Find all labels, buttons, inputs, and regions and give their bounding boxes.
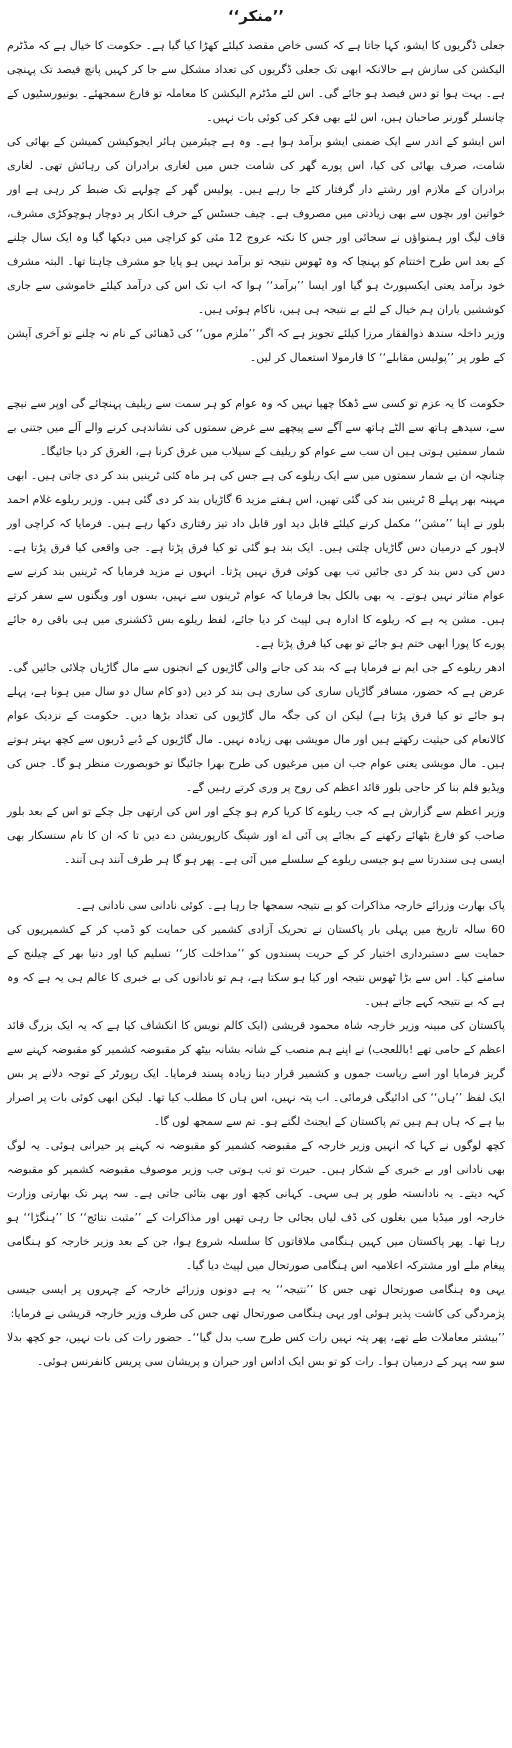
- column-title: ’’منکر‘‘: [227, 7, 285, 25]
- paragraph: جعلی ڈگریوں کا ایشو، کہا جاتا ہے کہ کسی خاص مقصد کیلئے کھڑا کیا گیا ہے۔ حکومت کا خیال ہے کہ مڈٹرم الیکشن کی سازش ہے حالانکہ ابھی تک جعلی ڈگریوں کی تعداد مشکل سے جا کر کہیں پانچ فیصد تک پہنچی ہے۔ بہت ہوا تو دس فیصد ہو جائے گی۔ اس لئے مڈٹرم الیکشن کا معاملہ تو فارغ سمجھئے۔ یونیورسٹیوں کے چانسلر گورنر صاحبان ہیں، اس لئے بھی فکر کی کوئی بات نہیں۔: [7, 39, 505, 124]
- section-3: [7, 894, 505, 1374]
- paragraph: کچھ لوگوں نے کہا کہ انہیں وزیر خارجہ کے مقبوضہ کشمیر کو مقبوضہ نہ کہنے پر حیرانی ہوئی۔ یہ لوگ بھی نادانی اور بے خبری کے شکار ہیں۔ حیرت تو تب ہوتی جب وزیر موصوف مقبوضہ کشمیر کو مقبوضہ کہہ دیتے۔ یہ نادانستہ طور پر ہی سہی۔ کہانی کچھ اور بھی بتائی جاتی ہے۔ سہ پہر تک بھارتی وزارت خارجہ اور میڈیا میں بغلوں کی ڈف لیاں بجائی جا رہی تھیں اور مذاکرات کے ’’مثبت نتائج‘‘ کا ’’ہنگڑا‘‘ ہو رہا تھا۔ پھر پاکستان میں کہیں ہنگامی ملاقاتوں کا سلسلہ شروع ہوا، جن کے بعد وزیر خارجہ کو ہنگامی پیغام ملے اور مشترکہ اعلامیہ اس ہنگامی صورتحال میں لپیٹ دیا گیا۔: [7, 1139, 505, 1272]
- paragraph: پاک بھارت وزرائے خارجہ مذاکرات کو بے نتیجہ سمجھا جا رہا ہے۔ کوئی نادانی سی نادانی ہے۔: [75, 899, 505, 912]
- paragraph: چنانچہ ان بے شمار سمتوں میں سے ایک ریلوے کی ہے جس کی ہر ماہ کئی ٹرینیں بند کر دی جاتی ہیں۔ ابھی مہینہ بھر پہلے 8 ٹرینیں بند کی گئی تھیں، اس ہفتے مزید 6 گاڑیاں بند کر دی گئی ہیں۔ وزیر ریلوے غلام احمد بلور نے اپنا ’’مشن‘‘ مکمل کرنے کیلئے قابل دید اور قابل داد تیز رفتاری دکھا رہے ہیں۔ فرمایا کہ کراچی اور لاہور کے درمیان دس گاڑیاں چلتی ہیں۔ ایک بند ہو گئی تو کیا فرق پڑتا ہے۔ جی واقعی کیا فرق پڑتا ہے۔ دس کی دس بند کر دی جائیں تب بھی کوئی فرق نہیں پڑتا۔ انہوں نے مزید فرمایا کہ ٹرینیں بند کرنے سے عوام متاثر نہیں ہوتے۔ یہ بھی بالکل بجا فرمایا کہ عوام ٹرینوں سے نہیں، بسوں اور ویگنوں سے سفر کرتے ہیں۔ مشن یہ ہے کہ ریلوے کا ادارہ ہی لپیٹ کر دیا جائے، لفظ ریلوے بس ڈکشنری میں ہی باقی رہ جائے پورے کا پورا ابھی ختم ہو جائے تو بھی کیا فرق پڑتا ہے۔: [7, 469, 505, 650]
- paragraph: وزیر اعظم سے گزارش ہے کہ جب ریلوے کا کریا کرم ہو چکے اور اس کی ارتھی جل چکے تو اس کے بعد بلور صاحب کو فارغ بٹھائے رکھنے کے بجائے پی آئی اے اور شپنگ کارپوریشن دے دیں تا کہ ان کا نام سنسکار بھی ایسی ہی سندرتا سے ہو جیسی ریلوے کے سلسلے میں آئی ہے۔ پھر ہو گا ہر طرف آنند ہی آنند۔: [7, 805, 505, 866]
- section-divider: [7, 872, 505, 894]
- section-2: [7, 392, 505, 872]
- paragraph: حکومت کا یہ عزم تو کسی سے ڈھکا چھپا نہیں کہ وہ عوام کو ہر سمت سے ریلیف پہنچائے گی اوپر سے نیچے سے، سیدھے ہاتھ سے الٹے ہاتھ سے آگے سے پیچھے سے غرض سمتوں کی نشاندہی کرنے والے آلے میں جتنی بے شمار سمتیں ہوتی ہیں ان سب سے عوام کو ریلیف کے سیلاب میں غرق کرنا ہے، الغرق کر دیا جائیگا۔: [7, 397, 505, 458]
- paragraph: ’’بیشتر معاملات طے تھے، پھر پتہ نہیں رات کس طرح سب بدل گیا‘‘۔ حضور رات کی بات نہیں، جو کچھ بدلا سو سہ پہر کے درمیان ہوا۔ رات کو تو بس ایک اداس اور حیران و پریشان سی پریس کانفرنس ہوئی۔: [7, 1331, 505, 1368]
- section-1: [7, 34, 505, 370]
- paragraph: پاکستان کی مبینہ وزیر خارجہ شاہ محمود قریشی (ایک کالم نویس کا انکشاف کیا ہے کہ یہ ایک بزرگ قائد اعظم کے حامی تھے !باللعجب) نے اپنے ہم منصب کے شانہ بشانہ بیٹھ کر مقبوضہ کشمیر کو مقبوضہ کہنے سے گریز فرمایا اور اسے ریاست جموں و کشمیر قرار دینا زیادہ پسند فرمایا۔ ایک رپورٹر کے توجہ دلانے پر بس ایک لفظ ’’ہاں‘‘ کی ادائیگی فرمائی۔ اب پتہ نہیں، اس ہاں کا مطلب کیا تھا۔ لیکن ابھی کوئی بات پر اصرار بیا ہے کہ ہاں ہم ہیں تم پاکستان کے ایجنٹ لگتے ہو۔ تم سے سمجھ لوں گا۔: [7, 1019, 505, 1128]
- paragraph: 60 سالہ تاریخ میں پہلی بار پاکستان نے تحریک آزادی کشمیر کی حمایت کو ڈمپ کر کے کشمیریوں کی حمایت سے دستبرداری اختیار کر کے حریت پسندوں کو ’’مداخلت کار‘‘ تسلیم کیا اور دنیا بھر کے چیلنج کے سامنے کیا۔ اس سے بڑا ٹھوس نتیجہ اور کیا ہو سکتا ہے، ہم تو نادانوں کی بے خبری کا عالم ہی یہ ہے کہ وہ ہے کہ بے نتیجہ کہے جاتے ہیں۔: [7, 923, 505, 1008]
- paragraph: اس ایشو کے اندر سے ایک ضمنی ایشو برآمد ہوا ہے۔ وہ ہے چیئرمین ہائر ایجوکیشن کمیشن کے بھائی کی شامت، صرف بھائی کی کیا، اس پورے گھر کی شامت جس میں لغاری برادران کی رہائش تھی۔ لغاری برادران کے ملازم اور رشتے دار گرفتار کئے جا رہے ہیں۔ پولیس گھر کے چولہے تک ضبط کر رہی ہے اور خواتین اور بچوں سے بھی زیادتی میں مصروف ہے۔ چیف جسٹس کے حرف انکار پر دوچار ہوچوکڑی مشرف، قاف لیگ اور ہمنواؤں نے سجائی اور جس کا نکتہ عروج 12 مئی کو کراچی میں دیکھا گیا وہ ایک سال چلنے کے بعد اس طرح اختتام کو پہنچا کہ وہ ٹھوس نتیجہ تو برآمد نہیں ہو پایا جو مشرف چاہتا تھا۔ البتہ مشرف خود برآمد یعنی ایکسپورٹ ہو گیا اور ایسا ’’برآمد‘‘ ہوا کہ اب تک اس کی درآمد کیلئے خاموشی سے جاری کوششیں یاران ہم خیال کے لئے بے نتیجہ ہی ہیں، ناکام ہوئی ہیں۔: [7, 135, 505, 316]
- paragraph: وزیر داخلہ سندھ ذوالفقار مرزا کیلئے تجویز ہے کہ اگر ’’ملزم موں‘‘ کی ڈھنائی کے نام نہ چلنے تو آخری آپشن کے طور پر ’’پولیس مقابلے‘‘ کا فارمولا استعمال کر لیں۔: [7, 327, 505, 364]
- section-divider: [7, 370, 505, 392]
- paragraph: یہی وہ ہنگامی صورتحال تھی جس کا ’’نتیجہ‘‘ یہ ہے دونوں وزرائے خارجہ کے چہروں پر ایسی جیسی پژمردگی کی کاشت پذیر ہوئی اور یہی ہنگامی صورتحال تھی جس کی طرف وزیر خارجہ قریشی نے فرمایا:: [7, 1283, 505, 1320]
- paragraph: ادھر ریلوے کے جی ایم نے فرمایا ہے کہ بند کی جانے والی گاڑیوں کے انجنوں سے مال گاڑیاں چلائی جائیں گی۔ عرض ہے کہ حضور، مسافر گاڑیاں ساری کی ساری ہی بند کر دیں (دو کام سال دو سال میں ہونا ہے، پہلے ہو جائے تو کیا فرق پڑتا ہے) لیکن ان کی جگہ مال گاڑیوں کی تعداد بڑھا دیں۔ حکومت کے نزدیک عوام کالانعام کی حیثیت رکھتے ہیں اور مال مویشی بھی زیادہ نہیں۔ مال گاڑیوں کے ڈبے ڈربوں سے کچھ بہتر ہوتے ہیں۔ مال مویشی یعنی عوام جب ان میں مرغیوں کی طرح بھرا جائیگا تو خوبصورت منظر ہو گا۔ جس کی ویڈیو فلم بنا کر حاجی بلور قائد اعظم کی روح پر وری کرتے رہیں گے۔: [7, 661, 505, 794]
